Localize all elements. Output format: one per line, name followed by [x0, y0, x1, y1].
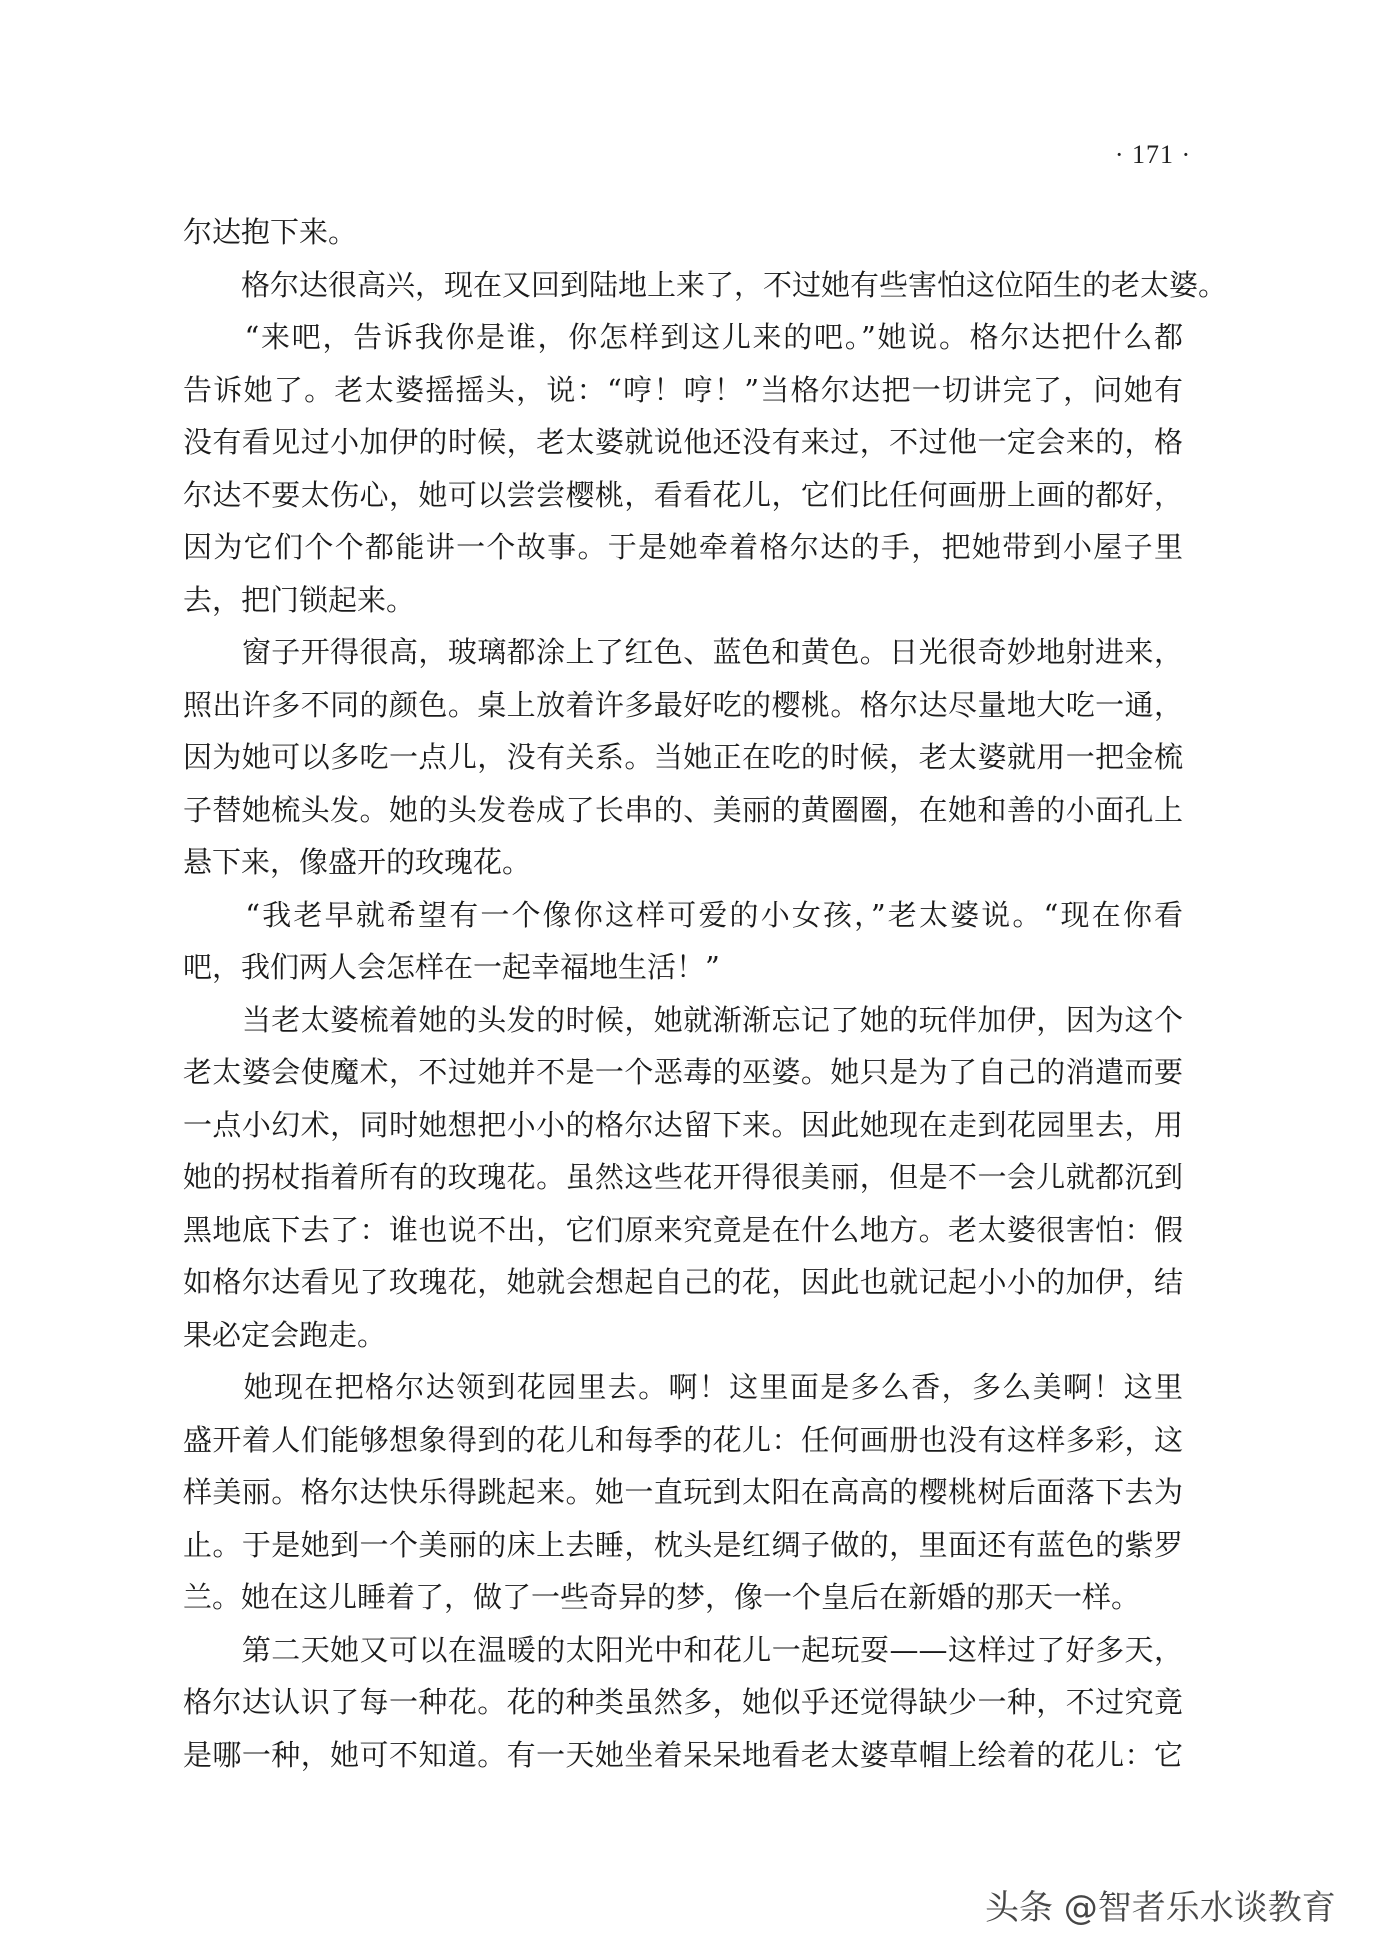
text-line: 一点小幻术，同时她想把小小的格尔达留下来。因此她现在走到花园里去，用 — [183, 1107, 1183, 1142]
text-line: 尔达抱下来。 — [183, 215, 358, 249]
body-text — [183, 206, 1228, 1781]
text-line: 格尔达认识了每一种花。花的种类虽然多，她似乎还觉得缺少一种，不过究竟 — [183, 1685, 1183, 1719]
text-line: 老太婆会使魔术，不过她并不是一个恶毒的巫婆。她只是为了自己的消遣而要 — [183, 1055, 1183, 1089]
page-number: · 171 · — [1114, 140, 1192, 169]
text-line: 照出许多不同的颜色。桌上放着许多最好吃的樱桃。格尔达尽量地大吃一通， — [183, 687, 1183, 722]
text-line: 去，把门锁起来。 — [183, 582, 416, 617]
text-line: 悬下来，像盛开的玫瑰花。 — [183, 845, 532, 879]
text-line: 尔达不要太伤心，她可以尝尝樱桃，看看花儿，它们比任何画册上画的都好， — [183, 477, 1183, 512]
text-line: 样美丽。格尔达快乐得跳起来。她一直玩到太阳在高高的樱桃树后面落下去为 — [183, 1475, 1183, 1509]
text-line: 黑地底下去了：谁也说不出，它们原来究竟是在什么地方。老太婆很害怕：假 — [183, 1212, 1183, 1247]
text-line: 是哪一种，她可不知道。有一天她坐着呆呆地看老太婆草帽上绘着的花儿：它 — [183, 1737, 1183, 1772]
text-line: 因为她可以多吃一点儿，没有关系。当她正在吃的时候，老太婆就用一把金梳 — [183, 740, 1183, 774]
text-line: 她现在把格尔达领到花园里去。啊！这里面是多么香，多么美啊！这里 — [183, 1370, 1183, 1404]
text-line: 子替她梳头发。她的头发卷成了长串的、美丽的黄圈圈，在她和善的小面孔上 — [183, 792, 1183, 827]
text-line: 格尔达很高兴，现在又回到陆地上来了，不过她有些害怕这位陌生的老太婆。 — [183, 267, 1228, 302]
text-line: 如格尔达看见了玫瑰花，她就会想起自己的花，因此也就记起小小的加伊，结 — [183, 1265, 1183, 1299]
text-line: “我老早就希望有一个像你这样可爱的小女孩，”老太婆说。“现在你看 — [183, 897, 1183, 932]
text-line: 因为它们个个都能讲一个故事。于是她牵着格尔达的手，把她带到小屋子里 — [183, 530, 1183, 564]
text-line: 告诉她了。老太婆摇摇头，说：“哼！哼！”当格尔达把一切讲完了，问她有 — [183, 372, 1183, 407]
watermark: 头条 @智者乐水谈教育 — [985, 1888, 1336, 1928]
text-line: 吧，我们两人会怎样在一起幸福地生活！” — [183, 950, 720, 984]
text-line: 没有看见过小加伊的时候，老太婆就说他还没有来过，不过他一定会来的，格 — [183, 425, 1183, 459]
text-line: 盛开着人们能够想象得到的花儿和每季的花儿：任何画册也没有这样多彩，这 — [183, 1422, 1183, 1457]
text-line: 兰。她在这儿睡着了，做了一些奇异的梦，像一个皇后在新婚的那天一样。 — [183, 1580, 1141, 1614]
text-line: 当老太婆梳着她的头发的时候，她就渐渐忘记了她的玩伴加伊，因为这个 — [183, 1002, 1183, 1037]
text-line: 第二天她又可以在温暖的太阳光中和花儿一起玩耍——这样过了好多天， — [183, 1632, 1183, 1667]
text-line: 果必定会跑走。 — [183, 1317, 387, 1352]
text-line: 窗子开得很高，玻璃都涂上了红色、蓝色和黄色。日光很奇妙地射进来， — [183, 635, 1183, 669]
text-line: “来吧，告诉我你是谁，你怎样到这儿来的吧。”她说。格尔达把什么都 — [183, 320, 1183, 354]
text-line: 止。于是她到一个美丽的床上去睡，枕头是红绸子做的，里面还有蓝色的紫罗 — [183, 1527, 1183, 1562]
text-line: 她的拐杖指着所有的玫瑰花。虽然这些花开得很美丽，但是不一会儿就都沉到 — [183, 1160, 1183, 1194]
